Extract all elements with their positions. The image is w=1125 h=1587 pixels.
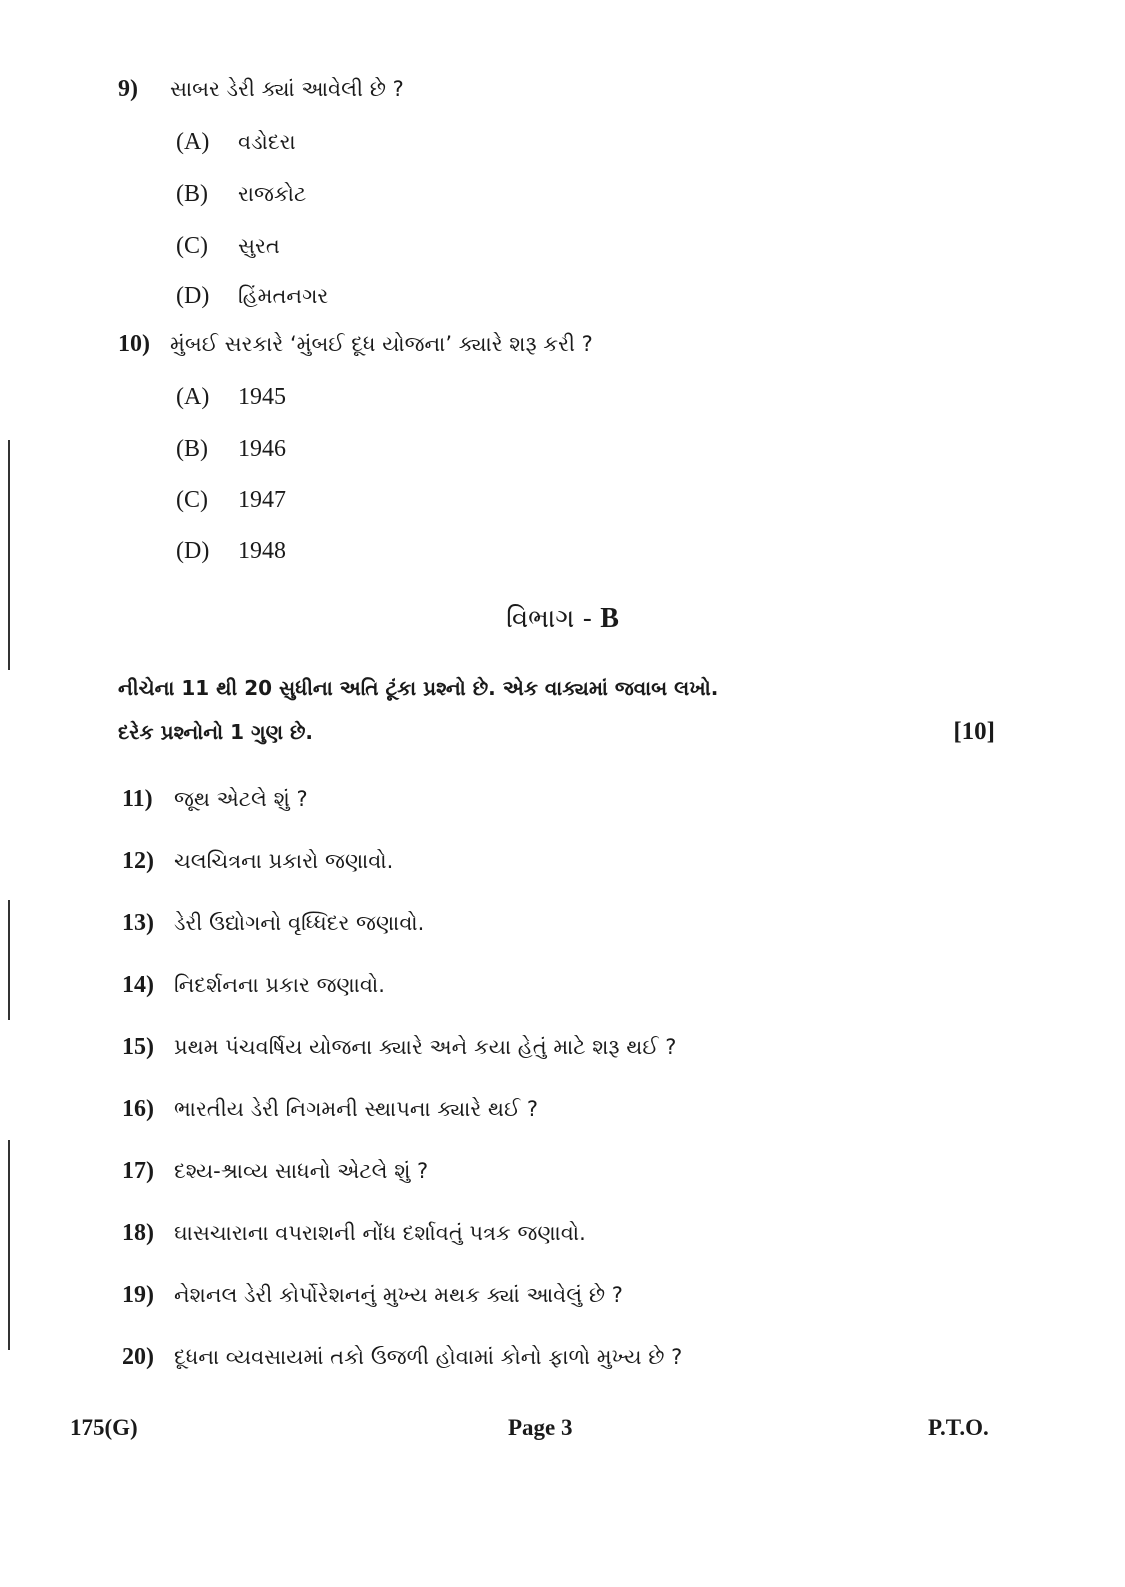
question-text: મુંબઈ સરકારે ‘મુંબઈ દૂધ યોજના’ ક્યારે શરૂ કરી ? xyxy=(170,332,593,356)
q10-option-d: (D) 1948 xyxy=(176,538,286,564)
question-number: 10) xyxy=(118,331,150,357)
q9-option-c: (C) સુરત xyxy=(176,233,280,259)
question-9 xyxy=(118,74,404,103)
margin-mark xyxy=(8,1140,10,1350)
question-11: 11) જૂથ એટલે શું ? xyxy=(122,786,308,812)
question-13: 13) ડેરી ઉદ્યોગનો વૃધ્ધિદર જણાવો. xyxy=(122,910,425,936)
section-marks: [10] xyxy=(953,718,995,745)
section-instruction-line1: નીચેના 11 થી 20 સુધીના અતિ ટૂંકા પ્રશ્નો છે. એક વાક્યમાં જવાબ લખો. xyxy=(118,676,719,700)
question-10 xyxy=(118,329,593,358)
question-20: 20) દૂધના વ્યવસાયમાં તકો ઉજળી હોવામાં કોનો ફાળો મુખ્ય છે ? xyxy=(122,1344,683,1370)
question-14: 14) નિદર્શનના પ્રકાર જણાવો. xyxy=(122,972,385,998)
footer-code: 175(G) xyxy=(70,1415,138,1440)
question-15: 15) પ્રથમ પંચવર્ષિય યોજના ક્યારે અને કયા હેતું માટે શરૂ થઈ ? xyxy=(122,1034,677,1060)
question-17: 17) દશ્ય-શ્રાવ્ય સાધનો એટલે શું ? xyxy=(122,1158,429,1184)
q9-option-d: (D) હિંમતનગર xyxy=(176,283,329,309)
question-19: 19) નેશનલ ડેરી કોર્પોરેશનનું મુખ્ય મથક ક્યાં આવેલું છે ? xyxy=(122,1282,623,1308)
question-12: 12) ચલચિત્રના પ્રકારો જણાવો. xyxy=(122,848,394,874)
q9-option-a: (A) વડોદરા xyxy=(176,129,296,155)
question-16: 16) ભારતીય ડેરી નિગમની સ્થાપના ક્યારે થઈ ? xyxy=(122,1096,539,1122)
q9-option-b: (B) રાજકોટ xyxy=(176,181,307,207)
section-heading: વિભાગ - B xyxy=(506,603,619,634)
footer-page-number: Page 3 xyxy=(508,1415,573,1440)
margin-mark xyxy=(8,440,10,670)
margin-mark xyxy=(8,900,10,1020)
question-number: 9) xyxy=(118,76,138,102)
q10-option-a: (A) 1945 xyxy=(176,384,286,410)
question-text: સાબર ડેરી ક્યાં આવેલી છે ? xyxy=(170,77,404,101)
section-instruction-line2: દરેક પ્રશ્નોનો 1 ગુણ છે. xyxy=(118,720,314,744)
q10-option-b: (B) 1946 xyxy=(176,436,286,462)
footer-pto: P.T.O. xyxy=(928,1415,989,1440)
question-18: 18) ઘાસચારાના વપરાશની નોંધ દર્શાવતું પત્રક જણાવો. xyxy=(122,1220,586,1246)
q10-option-c: (C) 1947 xyxy=(176,487,286,513)
